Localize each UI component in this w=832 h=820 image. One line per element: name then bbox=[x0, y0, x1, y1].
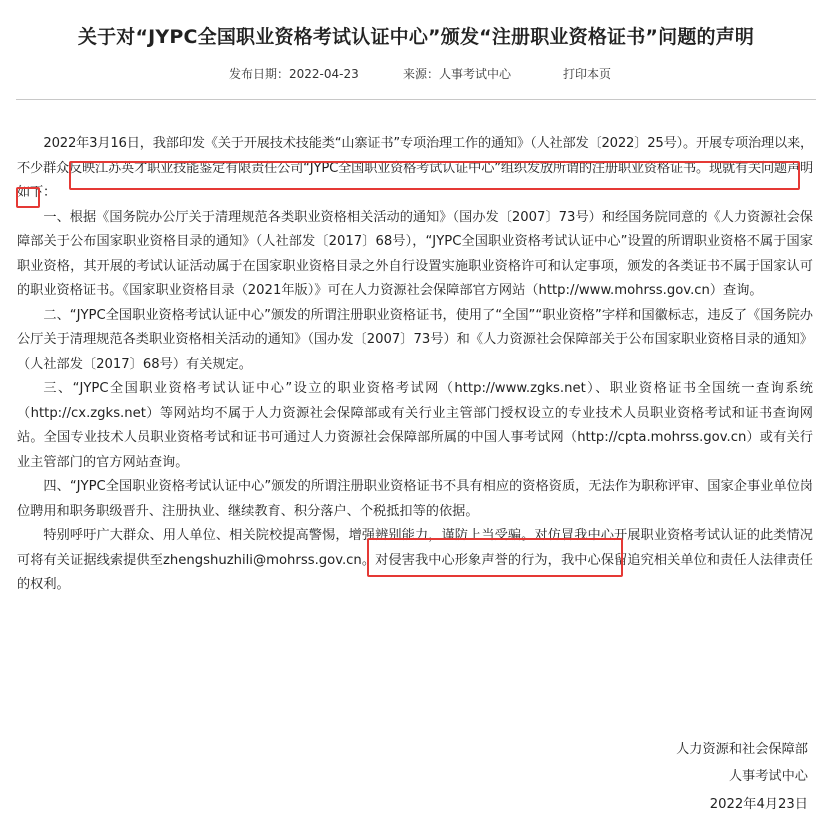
signature-date: 2022年4月23日 bbox=[709, 797, 808, 812]
publish-date: 发布日期：2022-04-23 bbox=[229, 67, 359, 81]
article-body bbox=[17, 132, 813, 598]
paragraph-4: 四、“JYPC全国职业资格考试认证中心”颁发的所谓注册职业资格证书不具有相应的资格资质，无法作为职称评审、国家企事业单位岗位聘用和职务职级晋升、注册执业、继续教育、积分落户、个税抵扣等的依据。 bbox=[17, 479, 813, 519]
header-divider bbox=[16, 99, 816, 100]
paragraph-2: 二、“JYPC全国职业资格考试认证中心”颁发的所谓注册职业资格证书，使用了“全国”“职业资格”字样和国徽标志，违反了《国务院办公厅关于清理规范各类职业资格相关活动的通知》（国办发〔2007〕73号）和《人力资源社会保障部关于公布国家职业资格目录的通知》（人社部发〔2017〕68号）有关规定。 bbox=[17, 307, 813, 372]
paragraph-intro: 2022年3月16日，我部印发《关于开展技术技能类“山寨证书”专项治理工作的通知》（人社部发〔2022〕25号）。开展专项治理以来，不少群众反映江苏英才职业技能鉴定有限责任公司“JYPC全国职业资格考试认证中心”组织发放所谓的注册职业资格证书。现就有关问题声明如下： bbox=[17, 136, 813, 200]
page-title: 关于对“JYPC全国职业资格考试认证中心”颁发“注册职业资格证书”问题的声明 bbox=[77, 26, 755, 48]
source-label: 来源：人事考试中心 bbox=[403, 67, 512, 81]
signature-org: 人力资源和社会保障部 bbox=[676, 742, 808, 757]
paragraph-1: 一、根据《国务院办公厅关于清理规范各类职业资格相关活动的通知》（国办发〔2007〕73号）和经国务院同意的《人力资源社会保障部关于公布国家职业资格目录的通知》（人社部发〔2017〕68号），“JYPC全国职业资格考试认证中心”设置的所谓职业资格不属于国家职业资格，其开展的考试认证活动属于在国家职业资格目录之外自行设置实施职业资格许可和认定事项，颁发的各类证书不属于国家认可的职业资格证书。《国家职业资格目录（2021年版）》可在人力资源社会保障部官方网站（http://www.mohrss.gov.cn）查询。 bbox=[17, 209, 813, 298]
print-page-link[interactable]: 打印本页 bbox=[563, 67, 612, 81]
paragraph-appeal: 特别呼吁广大群众、用人单位、相关院校提高警惕，增强辨别能力，谨防上当受骗。对仿冒我中心开展职业资格考试认证的此类情况可将有关证据线索提供至zhengshuzhili@mohrss.gov.cn。对侵害我中心形象声誉的行为，我中心保留追究相关单位和责任人法律责任的权利。 bbox=[17, 528, 813, 592]
paragraph-3: 三、“JYPC全国职业资格考试认证中心”设立的职业资格考试网（http://www.zgks.net）、职业资格证书全国统一查询系统（http://cx.zgks.net）等网站均不属于人力资源社会保障部或有关行业主管部门授权设立的专业技术人员职业资格考试和证书查询网站。全国专业技术人员职业资格考试和证书可通过人力资源社会保障部所属的中国人事考试网（http://cpta.mohrss.gov.cn）或有关行业主管部门的官方网站查询。 bbox=[17, 381, 813, 470]
signature-center: 人事考试中心 bbox=[728, 769, 808, 784]
